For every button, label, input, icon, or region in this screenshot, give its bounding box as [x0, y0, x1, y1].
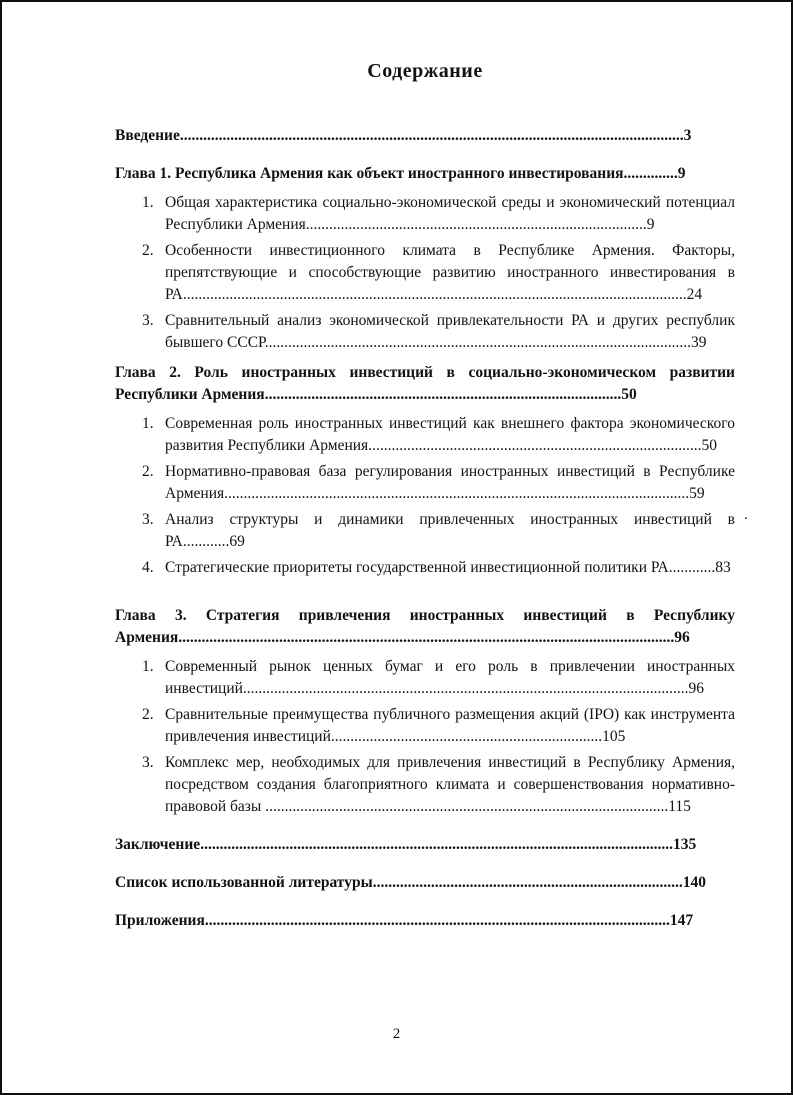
toc-page-ref: 59 [689, 485, 705, 502]
page-number: 2 [392, 1026, 401, 1042]
toc-item-number: 2. [142, 463, 154, 480]
toc-entry [115, 125, 735, 147]
toc-leader-dots: ...................................................................... [330, 728, 603, 745]
toc-page-ref: 39 [690, 334, 707, 351]
toc-item [115, 310, 735, 354]
toc-chapter [115, 605, 735, 649]
toc-item-number: 1. [142, 415, 154, 432]
toc-leader-dots: ............................................................................................ [264, 386, 622, 403]
toc-leader-dots: ............ [182, 533, 230, 550]
toc-item [115, 704, 735, 748]
toc-leader-dots: ........................................................................................................................ [224, 485, 690, 502]
toc-page-ref: 69 [229, 533, 245, 550]
toc-page-ref: 50 [701, 437, 717, 454]
toc-page-ref: 9 [677, 165, 686, 182]
toc-item-number: 2. [142, 706, 154, 723]
toc-leader-dots: ........................................................................................................................ [204, 912, 670, 929]
toc-entry-title: Сравнительные преимущества публичного размещения акций (IPO) как инструмента привлечения инвестиций [165, 706, 735, 745]
toc-item-number: 3. [142, 511, 154, 528]
toc-entry-title: Общая характеристика социально-экономической среды и экономический потенциал Республики Армения [165, 194, 735, 233]
toc-entry-title: Глава 2. Роль иностранных инвестиций в социально-экономическом развитии Республики Армения [115, 364, 735, 403]
toc-entry-title: Глава 3. Стратегия привлечения иностранных инвестиций в Республику Армения [115, 607, 735, 646]
toc-entry [115, 910, 735, 932]
toc-leader-dots: .................................................................................................................................. [179, 127, 684, 144]
toc-leader-dots: ............ [668, 559, 716, 576]
toc-leader-dots: ................................................................................ [372, 874, 683, 891]
toc-item-number: 1. [142, 194, 154, 211]
toc-page-ref: 3 [683, 127, 692, 144]
toc-leader-dots: ................................................................................................................... [242, 680, 689, 697]
toc-entry-title: Список использованной литературы [115, 874, 373, 891]
toc-item [115, 509, 735, 553]
toc-entry-title: Анализ структуры и динамики привлеченных иностранных инвестиций в РА [165, 511, 735, 550]
toc-page-ref: 83 [715, 559, 731, 576]
toc-page-ref: 115 [668, 798, 691, 815]
toc-chapter [115, 362, 735, 406]
table-of-contents [115, 125, 735, 932]
toc-entry-title: Введение [115, 127, 180, 144]
toc-page-ref: 50 [621, 386, 637, 403]
toc-entry-title: Особенности инвестиционного климата в Республике Армения. Факторы, препятствующие и способствующие развитию иностранного инвестирования в РА [165, 242, 735, 303]
toc-entry-title: Современный рынок ценных бумаг и его роль в привлечении иностранных инвестиций [165, 658, 735, 697]
toc-leader-dots: ...................................................................................... [368, 437, 702, 454]
toc-page-ref: 96 [674, 629, 690, 646]
toc-item [115, 461, 735, 505]
toc-page-ref: 105 [602, 728, 626, 745]
toc-entry-title: Современная роль иностранных инвестиций как внешнего фактора экономического развития Республики Армения [165, 415, 735, 454]
toc-item [115, 752, 735, 818]
toc-chapter [115, 163, 735, 185]
toc-leader-dots: ........................................................................................................ [265, 798, 669, 815]
toc-leader-dots: ................................................................................................................................ [178, 629, 675, 646]
toc-leader-dots: .................................................................................................................................. [182, 286, 687, 303]
toc-item-number: 3. [142, 754, 154, 771]
toc-item-number: 3. [142, 312, 154, 329]
toc-entry-title: Глава 1. Республика Армения как объект иностранного инвестирования [115, 165, 624, 182]
document-content [2, 2, 791, 932]
toc-entry-title: Сравнительный анализ экономической привлекательности РА и других республик бывшего СССР [165, 312, 735, 351]
toc-page-ref: 135 [672, 836, 697, 853]
toc-page-ref: 140 [682, 874, 706, 891]
toc-leader-dots: .......................................................................................................................... [200, 836, 673, 853]
toc-item-number: 4. [142, 559, 154, 576]
toc-entry-title: Приложения [115, 912, 205, 929]
toc-entry [115, 834, 735, 856]
toc-item [115, 192, 735, 236]
toc-item [115, 656, 735, 700]
page-title: Содержание [367, 60, 483, 82]
toc-item [115, 413, 735, 457]
toc-leader-dots: ........................................................................................ [305, 216, 647, 233]
toc-entry-title: Комплекс мер, необходимых для привлечения инвестиций в Республику Армения, посредством создания благоприятного климата и совершенствования нормативно-правовой базы [165, 754, 735, 815]
toc-item-number: 2. [142, 242, 154, 259]
toc-item [115, 557, 735, 579]
scan-artifact-dot: . [744, 507, 748, 523]
toc-page-ref: 96 [688, 680, 705, 697]
toc-entry-title: Нормативно-правовая база регулирования иностранных инвестиций в Республике Армения [165, 463, 735, 502]
toc-leader-dots: .............................................................................................................. [264, 334, 691, 351]
toc-item [115, 240, 735, 306]
toc-page-ref: 24 [686, 286, 703, 303]
toc-leader-dots: .............. [623, 165, 678, 182]
toc-item-number: 1. [142, 658, 154, 675]
toc-entry-title: Заключение [115, 836, 201, 853]
toc-entry-title: Стратегические приоритеты государственной инвестиционной политики РА [165, 559, 669, 576]
toc-entry [115, 872, 735, 894]
toc-page-ref: 9 [646, 216, 655, 233]
toc-page-ref: 147 [669, 912, 694, 929]
